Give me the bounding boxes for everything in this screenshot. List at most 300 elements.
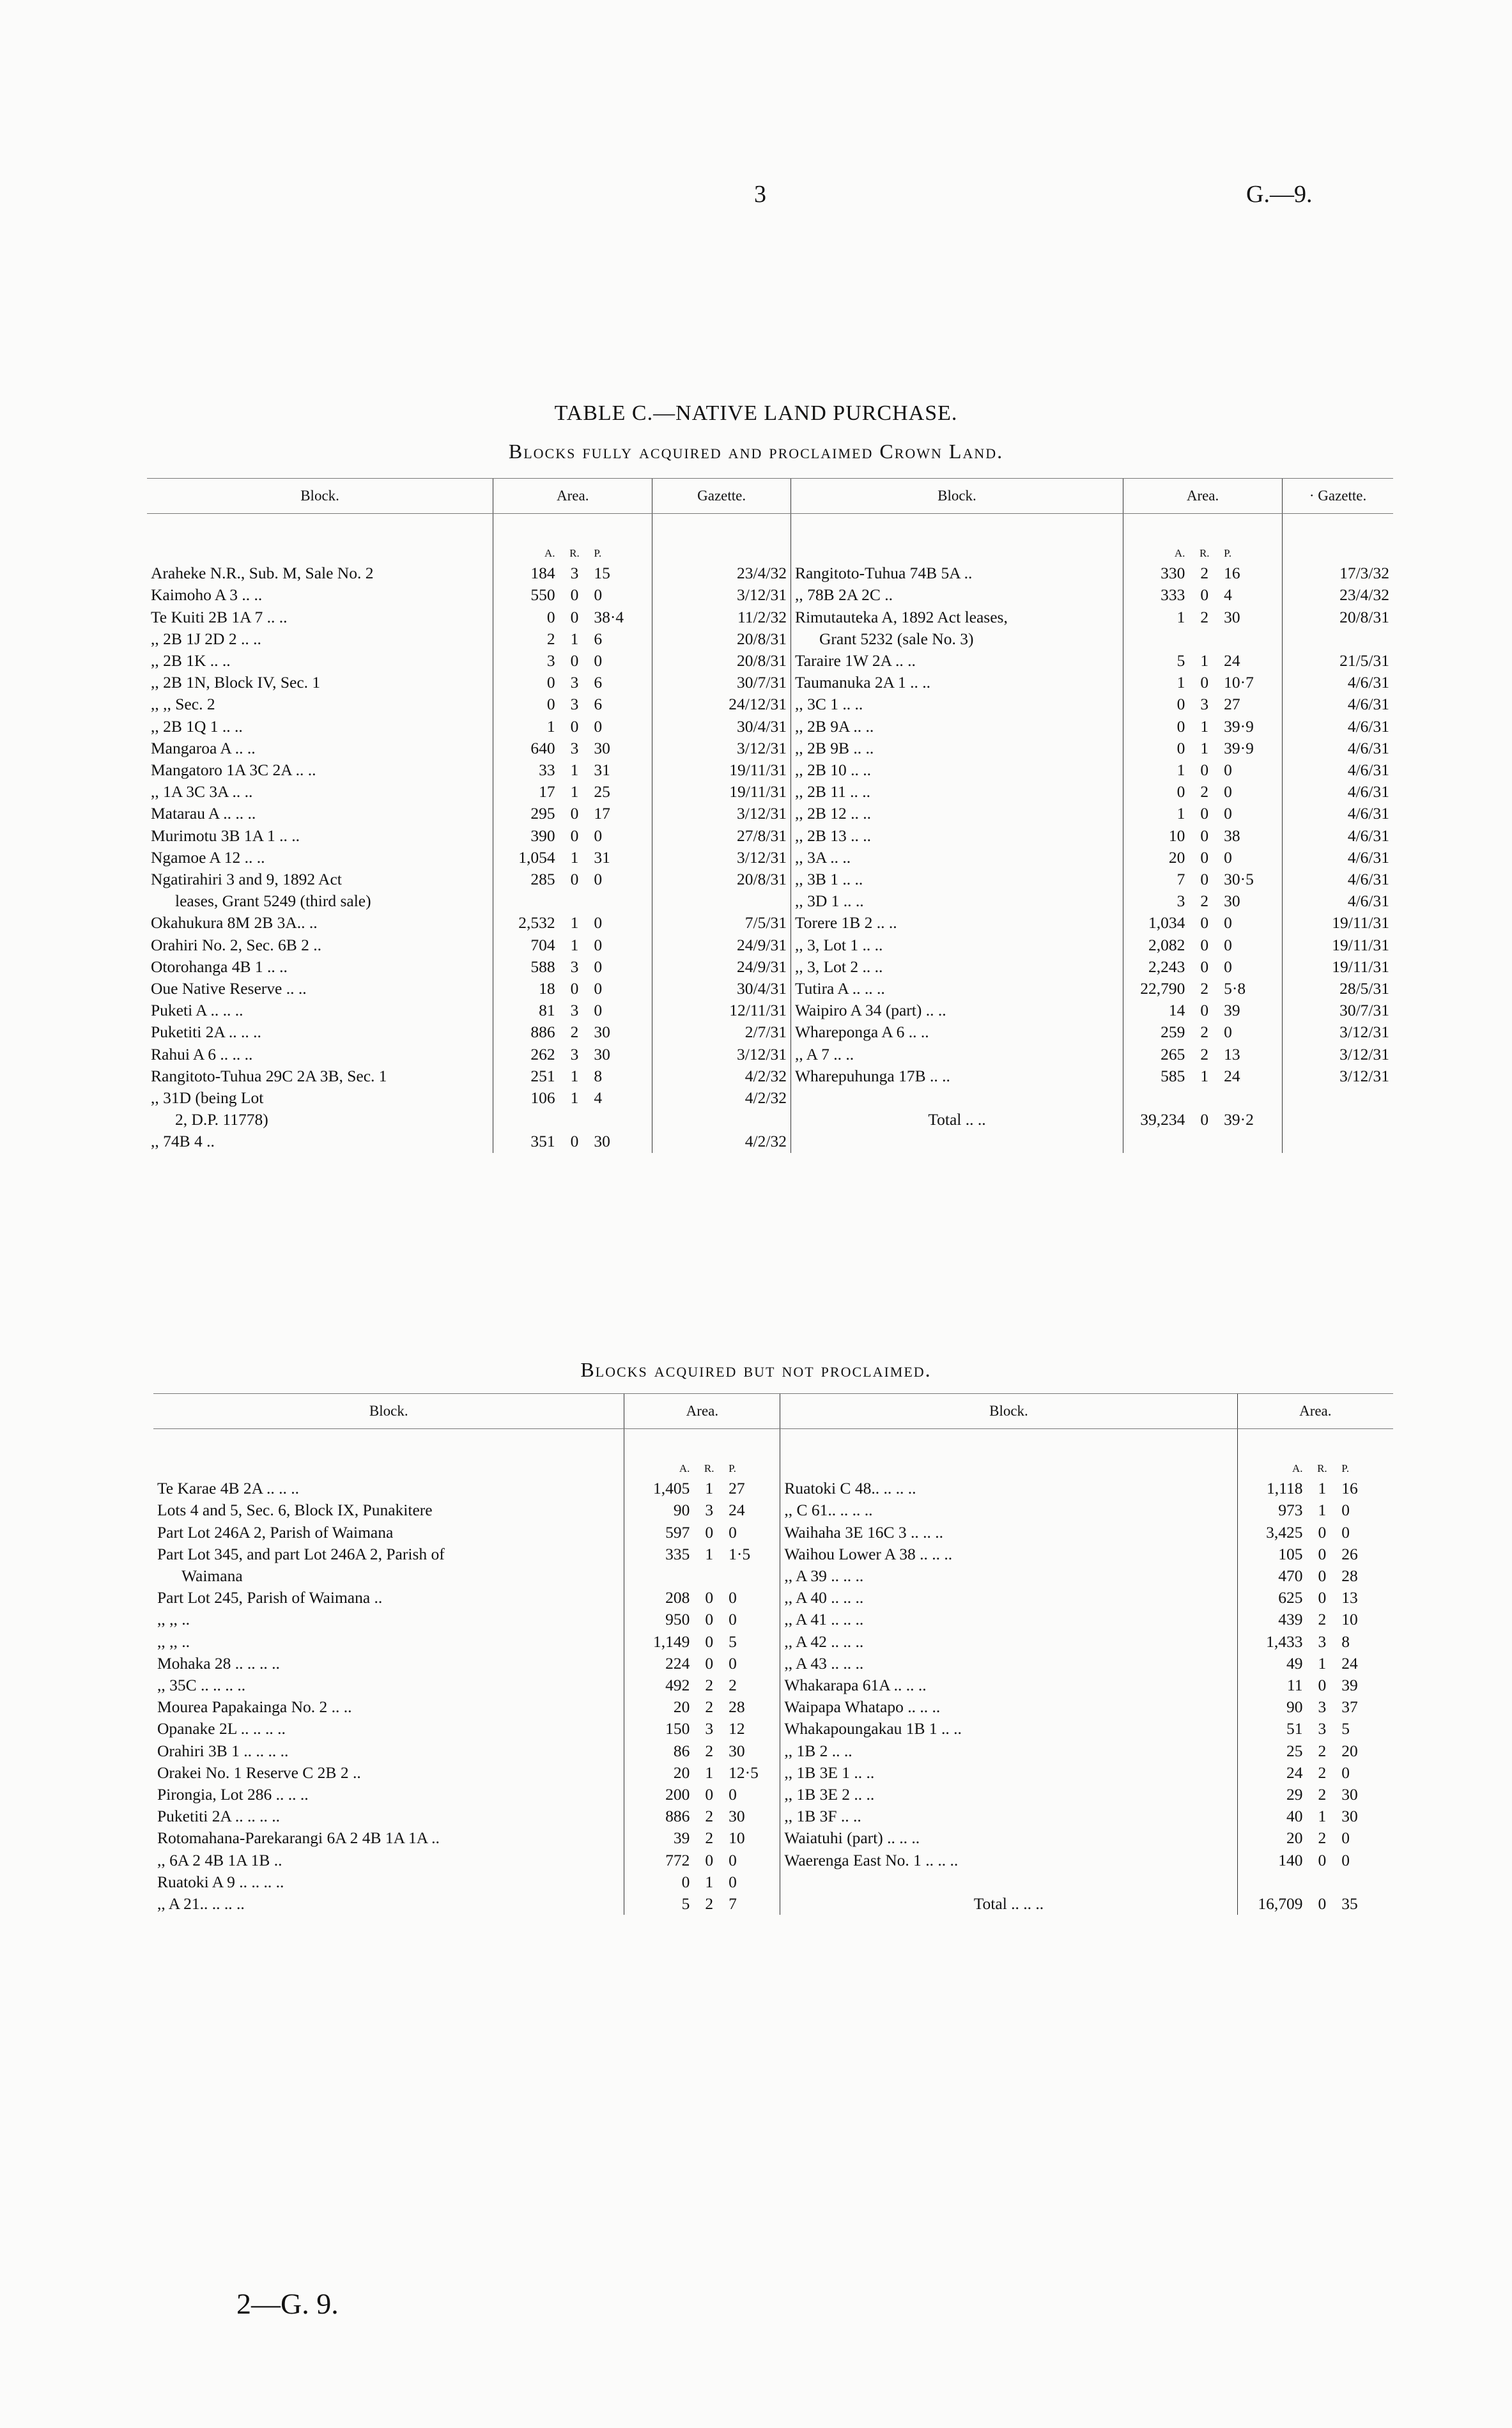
- header-gazette-right: · Gazette.: [1283, 479, 1393, 514]
- area-acres: 588: [493, 956, 559, 978]
- area-perches: 0: [594, 957, 603, 976]
- area-perches: 0: [594, 1001, 603, 1020]
- table-row: [147, 1021, 1393, 1043]
- block-name: Mangatoro 1A 3C 2A .. ..: [151, 761, 316, 780]
- area-perches: [725, 1565, 780, 1587]
- area-perches: 5: [1341, 1719, 1350, 1738]
- area-perches: 28: [1341, 1566, 1358, 1586]
- gazette-date: 24/9/31: [652, 956, 791, 978]
- area-perches: 0: [594, 651, 603, 670]
- area-perches: 6: [594, 695, 603, 714]
- gazette-date: 4/6/31: [1283, 781, 1393, 803]
- area-perches: 0: [1224, 957, 1232, 976]
- area-acres: 335: [624, 1543, 693, 1565]
- area-roods: [1189, 628, 1220, 650]
- block-name: Waimana: [181, 1566, 243, 1586]
- area-acres: 0: [493, 672, 559, 693]
- gazette-date: [652, 890, 791, 912]
- area-acres: [1123, 1131, 1189, 1152]
- area-acres: 17: [493, 781, 559, 803]
- block-name: Waiatuhi (part) .. .. ..: [780, 1827, 1237, 1849]
- area-acres: 772: [624, 1850, 693, 1871]
- gazette-date: 4/6/31: [1283, 716, 1393, 738]
- area-roods: 0: [1318, 1522, 1327, 1542]
- blank-cell: [652, 514, 791, 563]
- table-c: [147, 478, 1393, 1153]
- area-perches: 24: [1224, 1066, 1240, 1085]
- table-row: [147, 1131, 1393, 1152]
- area-acres: 2,532: [493, 912, 559, 934]
- block-name: Rangitoto-Tuhua 29C 2A 3B, Sec. 1: [151, 1066, 387, 1085]
- gazette-date: 20/8/31: [652, 869, 791, 890]
- block-name: Rimutauteka A, 1892 Act leases,: [791, 607, 1123, 628]
- area-perches: 0: [729, 1850, 737, 1869]
- header-gazette-left: Gazette.: [652, 479, 791, 514]
- block-name: ,, 1B 3F .. ..: [780, 1806, 1237, 1827]
- area-perches: [1220, 1131, 1283, 1152]
- gazette-date: 4/6/31: [1283, 847, 1393, 869]
- area-perches: 0: [1224, 782, 1232, 801]
- table-row: [147, 912, 1393, 934]
- area-acres: 0: [624, 1871, 693, 1893]
- total-roods: 0: [1318, 1894, 1327, 1914]
- block-name: Te Karae 4B 2A .. .. ..: [157, 1479, 299, 1498]
- table-row: [153, 1674, 1393, 1696]
- block-name: ,, 78B 2A 2C ..: [791, 584, 1123, 606]
- gazette-date: 17/3/32: [1283, 562, 1393, 584]
- area-roods: 2: [1200, 1023, 1209, 1042]
- area-roods: 0: [570, 651, 579, 670]
- area-roods: [1306, 1871, 1338, 1893]
- block-name: ,, 6A 2 4B 1A 1B ..: [157, 1850, 282, 1869]
- area-perches: 0: [1341, 1850, 1350, 1869]
- gazette-date: 20/8/31: [1283, 607, 1393, 628]
- area-roods: 3: [705, 1501, 714, 1520]
- total-label: Total .. ..: [791, 1109, 1123, 1131]
- area-roods: 0: [1200, 1001, 1209, 1020]
- block-name: Waipiro A 34 (part) .. ..: [791, 1000, 1123, 1021]
- block-name: Matarau A .. .. ..: [151, 804, 256, 823]
- area-roods: 1: [1318, 1479, 1327, 1498]
- area-acres: 90: [624, 1499, 693, 1521]
- area-acres: 81: [493, 1000, 559, 1021]
- table-row: [147, 869, 1393, 890]
- area-roods: 3: [570, 957, 579, 976]
- area-perches: 0: [729, 1610, 737, 1629]
- area-perches: 27: [729, 1479, 745, 1498]
- gazette-date: 11/2/32: [652, 607, 791, 628]
- unit-perches: P.: [729, 1462, 736, 1475]
- gazette-date: 3/12/31: [1283, 1044, 1393, 1065]
- area-roods: 3: [570, 564, 579, 583]
- area-perches: 0: [594, 913, 603, 932]
- block-name: Te Kuiti 2B 1A 7 .. ..: [151, 607, 288, 626]
- gazette-date: 30/4/31: [652, 978, 791, 1000]
- area-perches: 0: [1341, 1829, 1350, 1848]
- gazette-date: 4/6/31: [1283, 672, 1393, 693]
- area-perches: 24: [729, 1501, 745, 1520]
- area-roods: 3: [1200, 695, 1209, 714]
- area-perches: 30: [1224, 892, 1240, 911]
- gazette-date: 28/5/31: [1283, 978, 1393, 1000]
- table-row: [147, 803, 1393, 824]
- area-acres: 20: [624, 1696, 693, 1718]
- area-roods: 3: [570, 1001, 579, 1020]
- area-perches: 20: [1341, 1741, 1358, 1760]
- area-acres: [493, 1109, 559, 1131]
- area-perches: 24: [1224, 651, 1240, 670]
- gazette-date: 4/6/31: [1283, 693, 1393, 715]
- gazette-date: [1283, 1087, 1393, 1109]
- area-perches: 30: [594, 738, 610, 757]
- gazette-date: 30/7/31: [1283, 1000, 1393, 1021]
- block-name: ,, A 40 .. .. ..: [780, 1587, 1237, 1609]
- area-perches: [1220, 1087, 1283, 1109]
- area-roods: 2: [1318, 1763, 1327, 1782]
- block-name: ,, ,, ..: [157, 1632, 190, 1651]
- table-row: [147, 890, 1393, 912]
- area-acres: 1,149: [624, 1631, 693, 1653]
- block-name: Kaimoho A 3 .. ..: [151, 585, 263, 605]
- area-roods: 2: [1318, 1741, 1327, 1760]
- area-roods: 0: [570, 826, 579, 845]
- gazette-date: 23/4/32: [652, 562, 791, 584]
- unit-perches: P.: [1341, 1462, 1350, 1475]
- block-name: ,, A 7 .. ..: [791, 1044, 1123, 1065]
- area-perches: [1338, 1871, 1393, 1893]
- area-roods: 3: [1318, 1719, 1327, 1738]
- table-row: [153, 1522, 1393, 1543]
- area-acres: 3: [493, 650, 559, 672]
- area-perches: 30: [594, 1132, 610, 1151]
- area-acres: 1,118: [1237, 1478, 1306, 1499]
- blank-cell: [780, 1429, 1237, 1478]
- area-roods: 0: [1318, 1566, 1327, 1586]
- block-name: Taraire 1W 2A .. ..: [791, 650, 1123, 672]
- block-name: ,, A 21.. .. .. ..: [157, 1894, 245, 1914]
- area-roods: 2: [570, 1023, 579, 1042]
- table-row: [153, 1696, 1393, 1718]
- area-perches: 10: [1341, 1610, 1358, 1629]
- area-acres: 5: [624, 1893, 693, 1915]
- area-acres: 351: [493, 1131, 559, 1152]
- area-perches: 12·5: [729, 1763, 759, 1782]
- table-row: [147, 847, 1393, 869]
- table-row: [147, 934, 1393, 956]
- header-area-left: Area.: [624, 1394, 780, 1429]
- block-name: Murimotu 3B 1A 1 .. ..: [151, 826, 300, 845]
- area-perches: 7: [729, 1894, 737, 1914]
- block-name: Ngatirahiri 3 and 9, 1892 Act: [151, 870, 342, 889]
- area-perches: 0: [1224, 935, 1232, 954]
- header-area-right: Area.: [1123, 479, 1282, 514]
- area-acres: 704: [493, 934, 559, 956]
- area-roods: 1: [570, 847, 579, 867]
- block-name: ,, 2B 1N, Block IV, Sec. 1: [151, 673, 321, 692]
- area-roods: 0: [1200, 673, 1209, 692]
- area-acres: 20: [1237, 1827, 1306, 1849]
- table-row: [147, 1087, 1393, 1109]
- block-name: Ngamoe A 12 .. ..: [151, 847, 265, 867]
- area-roods: 1: [1200, 1066, 1209, 1085]
- area-roods: [693, 1565, 725, 1587]
- block-name: ,, 2B 1K .. ..: [151, 651, 231, 670]
- block-name: Puketiti 2A .. .. ..: [151, 1023, 261, 1042]
- area-perches: 13: [1341, 1588, 1358, 1607]
- area-roods: 0: [1200, 957, 1209, 976]
- area-acres: 1,054: [493, 847, 559, 869]
- area-perches: 30: [729, 1807, 745, 1826]
- area-roods: 1: [1200, 716, 1209, 736]
- area-perches: 8: [1341, 1632, 1350, 1651]
- area-perches: [590, 1109, 652, 1131]
- block-name: Waihou Lower A 38 .. .. ..: [780, 1543, 1237, 1565]
- area-perches: 0: [729, 1522, 737, 1542]
- area-roods: 0: [705, 1588, 714, 1607]
- table-row: [147, 1044, 1393, 1065]
- area-perches: 39·9: [1224, 716, 1254, 736]
- area-perches: 0: [1341, 1501, 1350, 1520]
- area-roods: 0: [705, 1522, 714, 1542]
- area-perches: 1·5: [729, 1544, 751, 1563]
- block-name: Orahiri No. 2, Sec. 6B 2 ..: [151, 935, 322, 954]
- area-acres: 886: [624, 1806, 693, 1827]
- block-name: Tutira A .. .. ..: [791, 978, 1123, 1000]
- gazette-date: 4/2/32: [652, 1131, 791, 1152]
- area-roods: 0: [570, 1132, 579, 1151]
- area-perches: 0: [594, 979, 603, 998]
- gazette-date: 27/8/31: [652, 825, 791, 847]
- area-roods: 2: [1200, 979, 1209, 998]
- block-name: ,, 1B 3E 1 .. ..: [780, 1762, 1237, 1784]
- area-roods: 0: [1200, 761, 1209, 780]
- area-roods: 2: [1318, 1610, 1327, 1629]
- block-name: Ruatoki A 9 .. .. .. ..: [157, 1872, 284, 1891]
- gazette-date: 21/5/31: [1283, 650, 1393, 672]
- area-acres: 5: [1123, 650, 1189, 672]
- area-perches: 0: [594, 870, 603, 889]
- block-name: Part Lot 345, and part Lot 246A 2, Parish of: [157, 1544, 445, 1563]
- gazette-date: 2/7/31: [652, 1021, 791, 1043]
- gazette-date: 20/8/31: [652, 628, 791, 650]
- table-row: [147, 738, 1393, 759]
- table-c-subtitle: Blocks fully acquired and proclaimed Crown Land.: [508, 440, 1004, 463]
- block-name: Oue Native Reserve .. ..: [151, 979, 307, 998]
- area-roods: 1: [570, 629, 579, 648]
- area-perches: 8: [594, 1066, 603, 1085]
- area-acres: 3: [1123, 890, 1189, 912]
- area-roods: 2: [705, 1676, 714, 1695]
- area-perches: 0: [594, 935, 603, 954]
- area-roods: 2: [705, 1829, 714, 1848]
- total-roods: 0: [1200, 1110, 1209, 1129]
- area-acres: 2: [493, 628, 559, 650]
- block-name: ,, 2B 9A .. ..: [791, 716, 1123, 738]
- gazette-date: [1283, 628, 1393, 650]
- area-roods: 3: [570, 673, 579, 692]
- area-roods: 2: [705, 1894, 714, 1914]
- block-name: ,, 2B 1Q 1 .. ..: [151, 716, 243, 736]
- area-roods: 2: [1200, 564, 1209, 583]
- area-perches: 16: [1224, 564, 1240, 583]
- table-row: [153, 1631, 1393, 1653]
- area-acres: [624, 1565, 693, 1587]
- gazette-date: [652, 1109, 791, 1131]
- block-name: Mourea Papakainga No. 2 .. ..: [157, 1697, 352, 1717]
- table-row: [147, 562, 1393, 584]
- table-row: [147, 978, 1393, 1000]
- blank-cell: [791, 514, 1123, 563]
- area-acres: 0: [1123, 781, 1189, 803]
- block-name: ,, 2B 10 .. ..: [791, 759, 1123, 781]
- block-name: Puketi A .. .. ..: [151, 1001, 243, 1020]
- block-name: ,, 2B 11 .. ..: [791, 781, 1123, 803]
- area-acres: 184: [493, 562, 559, 584]
- block-name: Pirongia, Lot 286 .. .. ..: [157, 1785, 309, 1804]
- area-roods: 3: [570, 1044, 579, 1063]
- area-roods: [1189, 1131, 1220, 1152]
- block-name: Opanake 2L .. .. .. ..: [157, 1719, 286, 1738]
- block-name: ,, A 39 .. .. ..: [780, 1565, 1237, 1587]
- area-perches: 0: [594, 826, 603, 845]
- area-perches: 0: [1224, 761, 1232, 780]
- area-roods: 1: [705, 1544, 714, 1563]
- table-row: [153, 1893, 1393, 1915]
- block-name: Rangitoto-Tuhua 74B 5A ..: [791, 562, 1123, 584]
- area-roods: 2: [1318, 1829, 1327, 1848]
- table-row: [147, 607, 1393, 628]
- area-acres: 224: [624, 1653, 693, 1674]
- blank-cell: [147, 514, 493, 563]
- gazette-date: 3/12/31: [1283, 1065, 1393, 1087]
- area-roods: 3: [570, 695, 579, 714]
- area-perches: [590, 890, 652, 912]
- unit-acres: A.: [1123, 514, 1189, 563]
- block-name: ,, 3, Lot 1 .. ..: [791, 934, 1123, 956]
- area-roods: [1189, 1087, 1220, 1109]
- gazette-date: 12/11/31: [652, 1000, 791, 1021]
- block-name: ,, 3A .. ..: [791, 847, 1123, 869]
- area-acres: 1: [1123, 803, 1189, 824]
- header-area-right: Area.: [1237, 1394, 1393, 1429]
- area-acres: 0: [1123, 738, 1189, 759]
- block-name: Otorohanga 4B 1 .. ..: [151, 957, 288, 976]
- area-roods: 0: [1200, 935, 1209, 954]
- block-name: Taumanuka 2A 1 .. ..: [791, 672, 1123, 693]
- table-row: [153, 1740, 1393, 1762]
- block-name: ,, 31D (being Lot: [151, 1088, 264, 1108]
- area-acres: 259: [1123, 1021, 1189, 1043]
- area-acres: 1,433: [1237, 1631, 1306, 1653]
- area-roods: 1: [570, 1088, 579, 1108]
- area-acres: 3,425: [1237, 1522, 1306, 1543]
- area-acres: 90: [1237, 1696, 1306, 1718]
- gazette-date: 19/11/31: [1283, 956, 1393, 978]
- blank-cell: [1283, 1109, 1393, 1131]
- table-row: [153, 1499, 1393, 1521]
- area-perches: 12: [729, 1719, 745, 1738]
- gazette-date: 24/12/31: [652, 693, 791, 715]
- unit-roods: R.: [704, 1462, 714, 1475]
- gazette-date: 24/9/31: [652, 934, 791, 956]
- table-row: [153, 1850, 1393, 1871]
- block-name: ,, 3B 1 .. ..: [791, 869, 1123, 890]
- block-name: ,, A 41 .. .. ..: [780, 1609, 1237, 1630]
- block-name: Rahui A 6 .. .. ..: [151, 1044, 253, 1063]
- area-perches: 28: [729, 1697, 745, 1717]
- unit-perches: P.: [1224, 547, 1231, 560]
- area-acres: 330: [1123, 562, 1189, 584]
- table-row: [147, 1109, 1393, 1131]
- area-acres: 251: [493, 1065, 559, 1087]
- area-roods: 1: [1200, 651, 1209, 670]
- block-name: ,, C 61.. .. .. ..: [780, 1499, 1237, 1521]
- unit-roods: R.: [1317, 1462, 1327, 1475]
- area-roods: 0: [705, 1610, 714, 1629]
- block-name: ,, A 43 .. .. ..: [780, 1653, 1237, 1674]
- block-name: Okahukura 8M 2B 3A.. ..: [151, 913, 318, 932]
- block-name: ,, 74B 4 ..: [151, 1132, 215, 1151]
- units-row: [147, 514, 1393, 563]
- table-row: [147, 956, 1393, 978]
- area-roods: 1: [570, 913, 579, 932]
- table-c-title: TABLE C.—NATIVE LAND PURCHASE.: [554, 401, 958, 425]
- area-perches: 31: [594, 847, 610, 867]
- area-roods: 2: [705, 1807, 714, 1826]
- block-name: [791, 1087, 1123, 1109]
- area-perches: 0: [1341, 1522, 1350, 1542]
- area-roods: 1: [705, 1479, 714, 1498]
- gazette-date: 19/11/31: [652, 781, 791, 803]
- table-row: [147, 1000, 1393, 1021]
- block-name: ,, 1B 2 .. ..: [780, 1740, 1237, 1762]
- unit-acres: A.: [1237, 1429, 1306, 1478]
- area-perches: 6: [594, 673, 603, 692]
- area-perches: 0: [1224, 804, 1232, 823]
- block-name: Grant 5232 (sale No. 3): [791, 628, 1123, 650]
- table-row: [153, 1587, 1393, 1609]
- area-perches: 39: [1341, 1676, 1358, 1695]
- area-roods: 0: [570, 870, 579, 889]
- area-perches: 31: [594, 761, 610, 780]
- gazette-date: 19/11/31: [1283, 912, 1393, 934]
- area-acres: 0: [1123, 693, 1189, 715]
- area-acres: [1123, 628, 1189, 650]
- area-roods: 2: [1200, 1044, 1209, 1063]
- area-perches: 30: [594, 1044, 610, 1063]
- area-acres: 39: [624, 1827, 693, 1849]
- area-perches: 5: [729, 1632, 737, 1651]
- table-row: [147, 628, 1393, 650]
- area-perches: 0: [594, 585, 603, 605]
- block-name: ,, 2B 9B .. ..: [791, 738, 1123, 759]
- area-roods: 3: [1318, 1632, 1327, 1651]
- gazette-date: 30/4/31: [652, 716, 791, 738]
- area-perches: 26: [1341, 1544, 1358, 1563]
- area-acres: 18: [493, 978, 559, 1000]
- area-roods: 0: [1318, 1544, 1327, 1563]
- area-acres: 106: [493, 1087, 559, 1109]
- area-perches: 30: [1224, 607, 1240, 626]
- area-perches: 38: [1224, 826, 1240, 845]
- table-row: [153, 1543, 1393, 1565]
- area-roods: 0: [1200, 913, 1209, 932]
- area-roods: 2: [1318, 1785, 1327, 1804]
- area-roods: 1: [1318, 1501, 1327, 1520]
- area-acres: 973: [1237, 1499, 1306, 1521]
- area-roods: 0: [570, 607, 579, 626]
- area-roods: 0: [705, 1632, 714, 1651]
